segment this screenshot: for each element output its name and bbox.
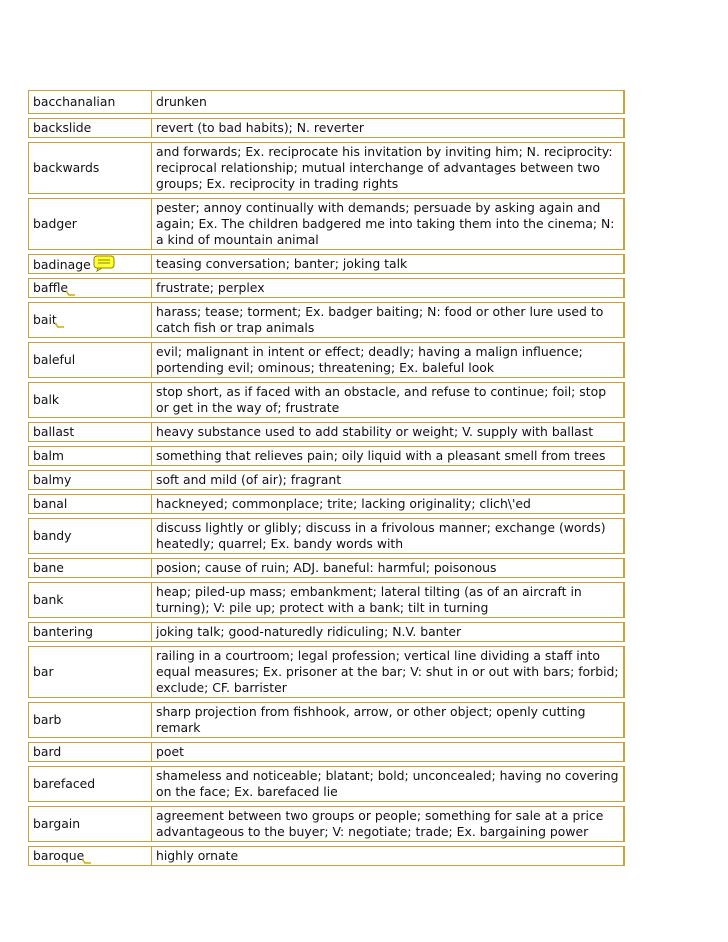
table-row — [28, 582, 625, 618]
term-text: baffle — [33, 280, 69, 296]
table-row — [28, 422, 625, 442]
term-cell: backwards — [28, 142, 151, 194]
term-text: badinage — [33, 257, 91, 272]
definition-cell: poet — [151, 742, 625, 762]
term-cell: balmy — [28, 470, 151, 490]
term-cell: balm — [28, 446, 151, 466]
table-row — [28, 622, 625, 642]
definition-cell: frustrate; perplex — [151, 278, 625, 298]
vocabulary-page — [28, 86, 625, 870]
table-row — [28, 142, 625, 194]
definition-cell: stop short, as if faced with an obstacle, and refuse to continue; foil; stop or get in the way of; frustrate — [151, 382, 625, 418]
definition-cell: highly ornate — [151, 846, 625, 866]
definition-cell: hackneyed; commonplace; trite; lacking originality; clich\'ed — [151, 494, 625, 514]
table-row — [28, 558, 625, 578]
term-cell: bandy — [28, 518, 151, 554]
term-cell: ballast — [28, 422, 151, 442]
term-cell: bane — [28, 558, 151, 578]
term-cell: balk — [28, 382, 151, 418]
term-cell: bantering — [28, 622, 151, 642]
term-cell: bard — [28, 742, 151, 762]
definition-cell: posion; cause of ruin; ADJ. baneful: harmful; poisonous — [151, 558, 625, 578]
term-text: baroque — [33, 848, 85, 864]
definition-cell: discuss lightly or glibly; discuss in a frivolous manner; exchange (words) heatedly; quarrel; Ex. bandy words with — [151, 518, 625, 554]
term-cell — [28, 302, 151, 338]
term-cell: barefaced — [28, 766, 151, 802]
definition-cell: revert (to bad habits); N. reverter — [151, 118, 625, 138]
table-row — [28, 254, 625, 274]
term-cell: badger — [28, 198, 151, 250]
definition-cell: agreement between two groups or people; something for sale at a price advantageous to the buyer; V: negotiate; trade; Ex. bargaining power — [151, 806, 625, 842]
table-row — [28, 702, 625, 738]
table-row — [28, 118, 625, 138]
comment-note-icon[interactable] — [93, 255, 115, 272]
term-cell: bacchanalian — [28, 90, 151, 114]
definition-cell: harass; tease; torment; Ex. badger baiting; N: food or other lure used to catch fish or trap animals — [151, 302, 625, 338]
term-cell: baleful — [28, 342, 151, 378]
term-cell: barb — [28, 702, 151, 738]
definition-cell: joking talk; good-naturedly ridiculing; N.V. banter — [151, 622, 625, 642]
term-cell — [28, 278, 151, 298]
table-row — [28, 90, 625, 114]
squiggle-annotation-icon[interactable] — [82, 857, 91, 864]
table-row — [28, 446, 625, 466]
term-cell: bar — [28, 646, 151, 698]
term-cell: banal — [28, 494, 151, 514]
term-cell: backslide — [28, 118, 151, 138]
table-row — [28, 742, 625, 762]
definition-cell: something that relieves pain; oily liquid with a pleasant smell from trees — [151, 446, 625, 466]
table-row — [28, 382, 625, 418]
definition-cell: pester; annoy continually with demands; persuade by asking again and again; Ex. The children badgered me into taking them into the cinema; N: a kind of mountain animal — [151, 198, 625, 250]
table-row — [28, 806, 625, 842]
table-row — [28, 846, 625, 866]
table-row — [28, 278, 625, 298]
table-row — [28, 470, 625, 490]
definition-cell: railing in a courtroom; legal profession; vertical line dividing a staff into equal measures; Ex. prisoner at the bar; V: shut in or out with bars; forbid; exclude; CF. barrister — [151, 646, 625, 698]
definition-cell: shameless and noticeable; blatant; bold; unconcealed; having no covering on the face; Ex. barefaced lie — [151, 766, 625, 802]
table-row — [28, 646, 625, 698]
definition-cell: evil; malignant in intent or effect; deadly; having a malign influence; portending evil; ominous; threatening; Ex. baleful look — [151, 342, 625, 378]
term-text: bait — [33, 312, 57, 328]
definition-cell: heavy substance used to add stability or weight; V. supply with ballast — [151, 422, 625, 442]
term-cell — [28, 254, 151, 274]
squiggle-annotation-icon[interactable] — [66, 289, 75, 296]
definition-cell: teasing conversation; banter; joking talk — [151, 254, 625, 274]
definition-cell: sharp projection from fishhook, arrow, or other object; openly cutting remark — [151, 702, 625, 738]
definition-cell: and forwards; Ex. reciprocate his invitation by inviting him; N. reciprocity: reciprocal relationship; mutual interchange of advantages between two groups; Ex. reciprocity in trading rights — [151, 142, 625, 194]
definition-cell: heap; piled-up mass; embankment; lateral tilting (as of an aircraft in turning); V: pile up; protect with a bank; tilt in turning — [151, 582, 625, 618]
table-row — [28, 198, 625, 250]
definition-cell: drunken — [151, 90, 625, 114]
term-cell — [28, 846, 151, 866]
vocabulary-table — [28, 86, 625, 870]
table-row — [28, 518, 625, 554]
table-row — [28, 766, 625, 802]
squiggle-annotation-icon[interactable] — [55, 321, 64, 328]
table-row — [28, 302, 625, 338]
definition-cell: soft and mild (of air); fragrant — [151, 470, 625, 490]
table-row — [28, 342, 625, 378]
term-cell: bank — [28, 582, 151, 618]
table-row — [28, 494, 625, 514]
term-cell: bargain — [28, 806, 151, 842]
